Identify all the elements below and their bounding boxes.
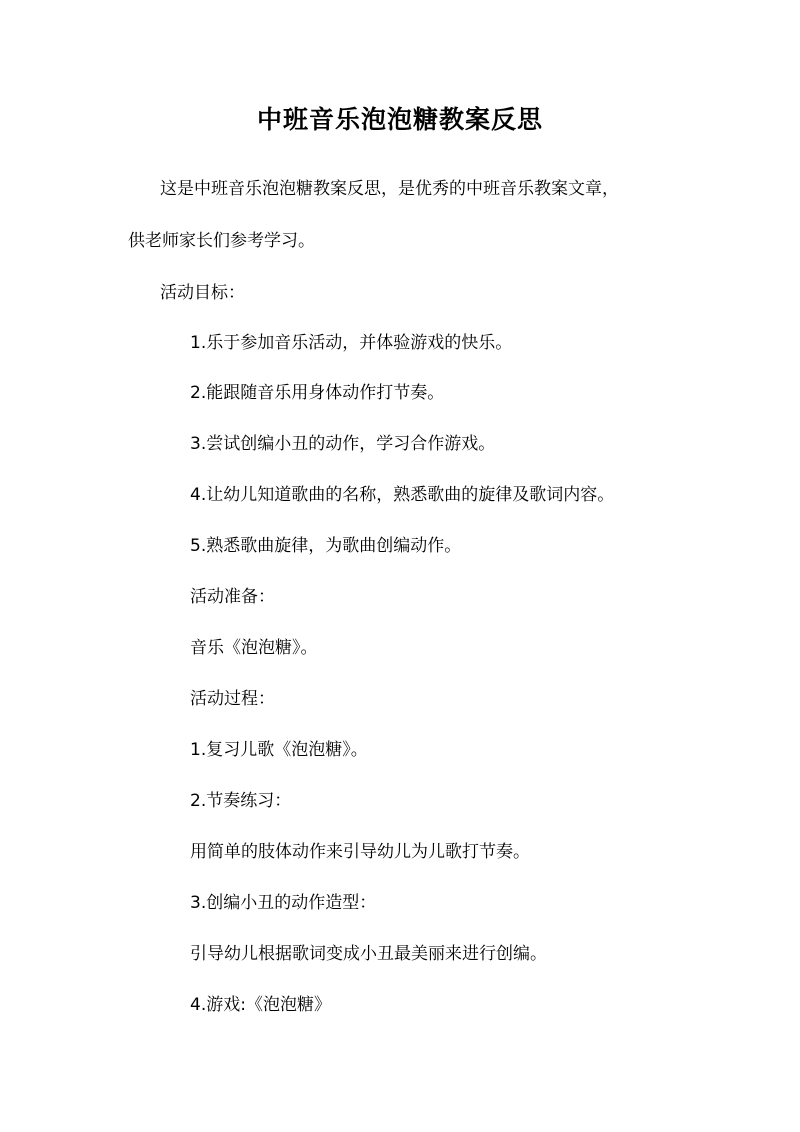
goal-item-3: 3.尝试创编小丑的动作，学习合作游戏。 (190, 434, 496, 454)
goals-heading: 活动目标： (160, 283, 245, 303)
prep-text: 音乐《泡泡糖》。 (190, 638, 318, 658)
intro-paragraph-line-1: 这是中班音乐泡泡糖教案反思，是优秀的中班音乐教案文章， (160, 179, 619, 199)
process-step-4: 4.游戏:《泡泡糖》 (190, 995, 331, 1015)
goal-item-4: 4.让幼儿知道歌曲的名称，熟悉歌曲的旋律及歌词内容。 (190, 485, 615, 505)
process-step-2: 2.节奏练习： (190, 791, 292, 811)
process-step-1: 1.复习儿歌《泡泡糖》。 (190, 740, 368, 760)
process-heading: 活动过程： (190, 689, 275, 709)
intro-paragraph-line-2: 供老师家长们参考学习。 (128, 231, 315, 251)
process-step-3-detail: 引导幼儿根据歌词变成小丑最美丽来进行创编。 (190, 944, 547, 964)
goal-item-2: 2.能跟随音乐用身体动作打节奏。 (190, 383, 445, 403)
prep-heading: 活动准备： (190, 587, 275, 607)
process-step-3: 3.创编小丑的动作造型： (190, 893, 377, 913)
process-step-2-detail: 用简单的肢体动作来引导幼儿为儿歌打节奏。 (190, 842, 530, 862)
document-title: 中班音乐泡泡糖教案反思 (256, 105, 543, 134)
goal-item-1: 1.乐于参加音乐活动，并体验游戏的快乐。 (190, 333, 513, 353)
goal-item-5: 5.熟悉歌曲旋律，为歌曲创编动作。 (190, 536, 462, 556)
